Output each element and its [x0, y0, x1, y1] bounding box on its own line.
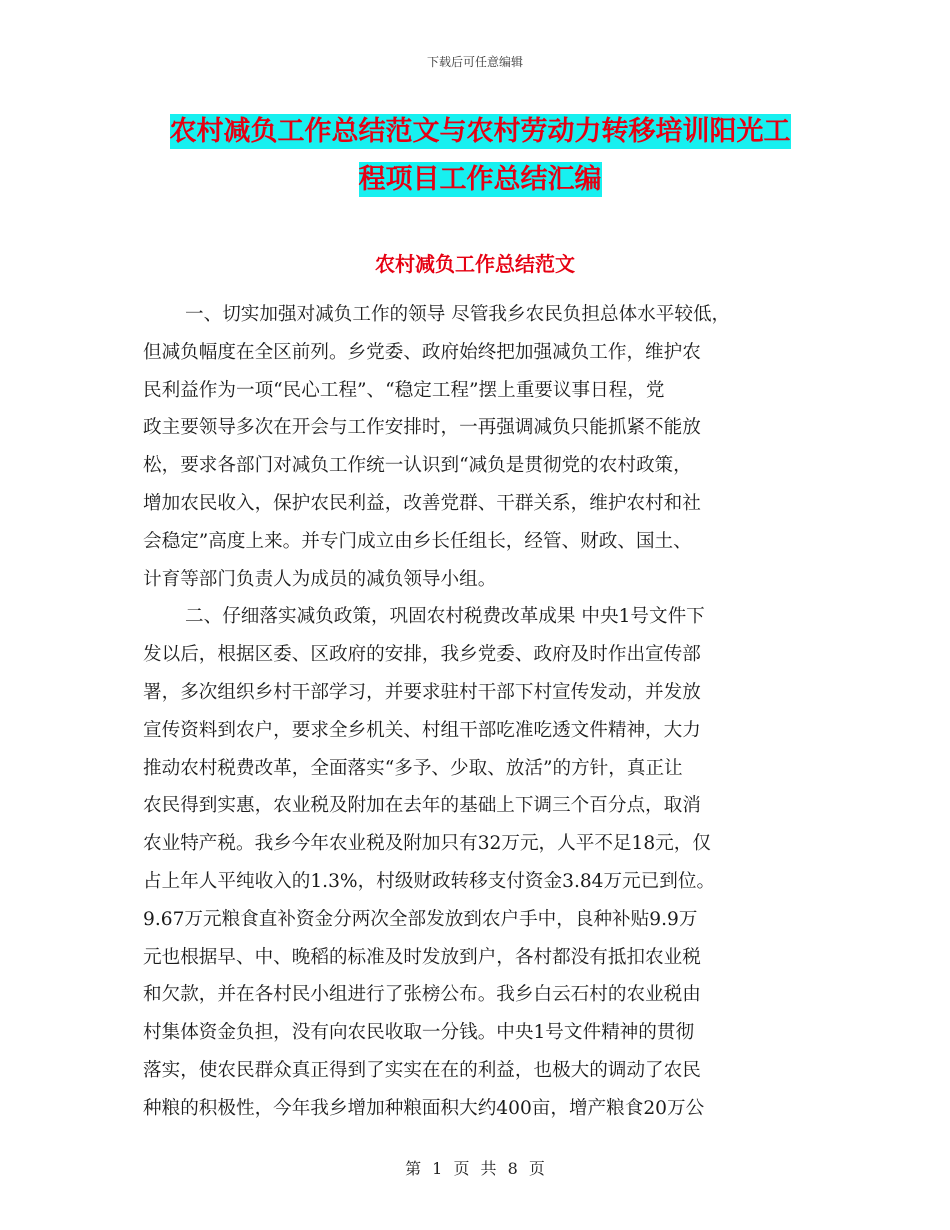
- document-title: [140, 108, 820, 204]
- body-text: [143, 296, 818, 1128]
- paragraph-line: 一、切实加强对减负工作的领导 尽管我乡农民负担总体水平较低，: [185, 304, 731, 325]
- header-note: 下载后可任意编辑: [426, 55, 523, 69]
- title-line-2: 程项目工作总结汇编: [358, 164, 602, 195]
- paragraph-line: 落实，使农民群众真正得到了实实在在的利益，也极大的调动了农民: [143, 1059, 701, 1081]
- paragraph-line: 计育等部门负责人为成员的减负领导小组。: [143, 568, 497, 590]
- paragraph-line: 但减负幅度在全区前列。乡党委、政府始终把加强减负工作，维护农: [143, 341, 701, 363]
- title-line-1: 农村减负工作总结范文与农村劳动力转移培训阳光工: [169, 116, 791, 147]
- paragraph-line: 宣传资料到农户，要求全乡机关、村组干部吃准吃透文件精神，大力: [143, 719, 701, 741]
- paragraph-line: 种粮的积极性，今年我乡增加种粮面积大约400亩，增产粮食20万公: [143, 1097, 705, 1119]
- paragraph-line: 占上年人平纯收入的1.3%，村级财政转移支付资金3.84万元已到位。: [143, 870, 716, 892]
- paragraph-line: 署，多次组织乡村干部学习，并要求驻村干部下村宣传发动，并发放: [143, 681, 701, 703]
- paragraph-line: 村集体资金负担，没有向农民收取一分钱。中央1号文件精神的贯彻: [143, 1022, 695, 1044]
- paragraph-line: 松，要求各部门对减负工作统一认识到“减负是贯彻党的农村政策，: [143, 455, 692, 477]
- paragraph-line: 民利益作为一项“民心工程”、“稳定工程”摆上重要议事日程，党: [143, 379, 665, 401]
- page-footer: 第 1 页 共 8 页: [405, 1159, 545, 1178]
- paragraph-line: 农民得到实惠，农业税及附加在去年的基础上下调三个百分点，取消: [143, 795, 701, 817]
- paragraph-line: 发以后，根据区委、区政府的安排，我乡党委、政府及时作出宣传部: [143, 644, 701, 666]
- paragraph-line: 元也根据早、中、晚稻的标准及时发放到户，各村都没有抵扣农业税: [143, 946, 701, 968]
- paragraph-line: 增加农民收入，保护农民利益，改善党群、干群关系，维护农村和社: [143, 492, 701, 514]
- paragraph-line: 和欠款，并在各村民小组进行了张榜公布。我乡白云石村的农业税由: [143, 984, 701, 1006]
- section-title: 农村减负工作总结范文: [375, 252, 575, 276]
- paragraph-line: 推动农村税费改革，全面落实“多予、少取、放活”的方针，真正让: [143, 757, 683, 779]
- paragraph-line: 政主要领导多次在开会与工作安排时，一再强调减负只能抓紧不能放: [143, 417, 701, 439]
- paragraph-line: 二、仔细落实减负政策，巩固农村税费改革成果 中央1号文件下: [185, 606, 705, 628]
- paragraph-line: 会稳定”高度上来。并专门成立由乡长任组长，经管、财政、国土、: [143, 530, 692, 552]
- paragraph-line: 9.67万元粮食直补资金分两次全部发放到农户手中，良种补贴9.9万: [143, 908, 698, 930]
- paragraph-line: 农业特产税。我乡今年农业税及附加只有32万元，人平不足18元，仅: [143, 833, 711, 855]
